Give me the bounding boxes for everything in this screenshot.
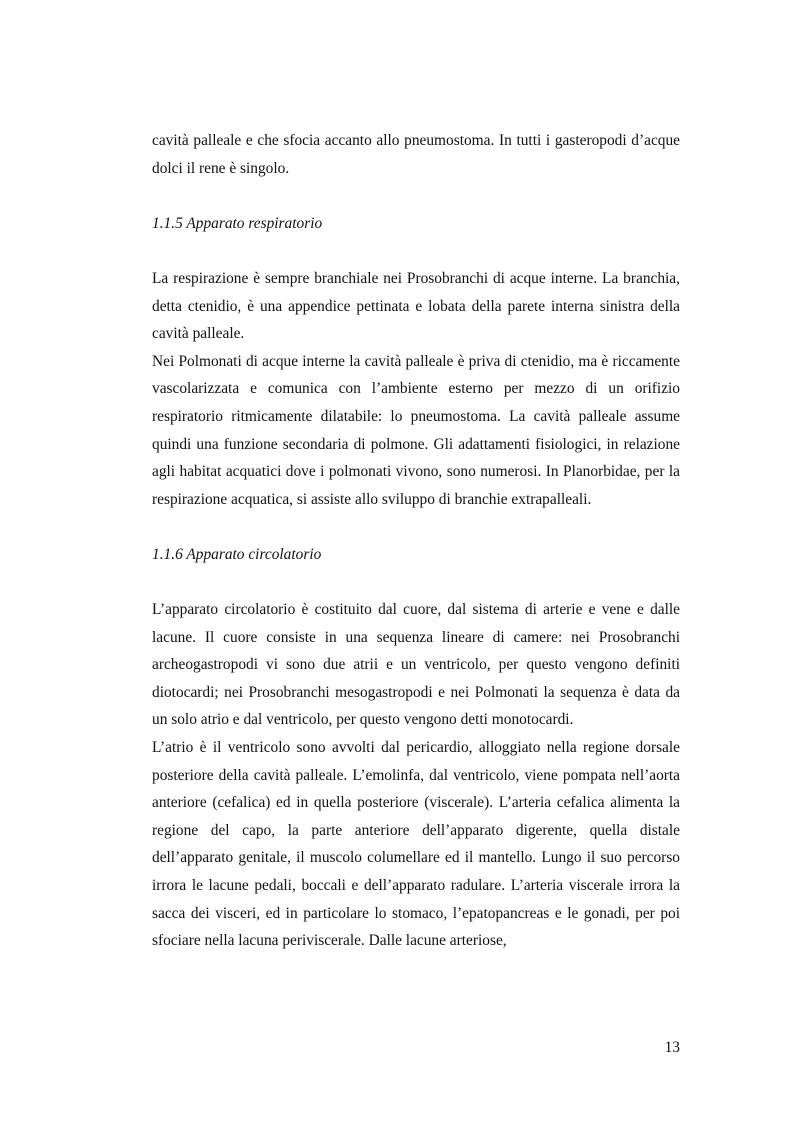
- page-body: [152, 127, 680, 955]
- spacer: [152, 513, 680, 541]
- section-heading-respiratory: 1.1.5 Apparato respiratorio: [152, 214, 323, 232]
- page-number: 13: [664, 1039, 680, 1056]
- paragraph-kidney-continued: cavità palleale e che sfocia accanto allo pneumostoma. In tutti i gasteropodi d’acque dolci il rene è singolo.: [152, 132, 680, 177]
- spacer: [152, 569, 680, 597]
- paragraph-prosobranch-respiration: La respirazione è sempre branchiale nei Prosobranchi di acque interne. La branchia, detta ctenidio, è una appendice pettinata e lobata della parete interna sinistra della cavità palleale.: [152, 269, 680, 343]
- spacer: [152, 237, 680, 265]
- spacer: [152, 182, 680, 210]
- paragraph-heart-structure: L’apparato circolatorio è costituito dal cuore, dal sistema di arterie e vene e dalle lacune. Il cuore consiste in una sequenza lineare di camere: nei Prosobranchi archeogastropodi vi sono due atrii e un ventricolo, per questo vengono definiti diotocardi; nei Prosobranchi mesogastropodi e nei Polmonati la sequenza è data da un solo atrio e dal ventricolo, per questo vengono detti monotocardi.: [152, 601, 680, 729]
- paragraph-arteries: L’atrio è il ventricolo sono avvolti dal pericardio, alloggiato nella regione dorsale posteriore della cavità palleale. L’emolinfa, dal ventricolo, viene pompata nell’aorta anteriore (cefalica) ed in quella posteriore (viscerale). L’arteria cefalica alimenta la regione del capo, la parte anteriore dell’apparato digerente, quella distale dell’apparato genitale, il muscolo columellare ed il mantello. Lungo il suo percorso irrora le lacune pedali, boccali e dell’apparato radulare. L’arteria viscerale irrora la sacca dei visceri, ed in particolare lo stomaco, l’epatopancreas e le gonadi, per poi sfociare nella lacuna periviscerale. Dalle lacune arteriose,: [152, 739, 680, 950]
- paragraph-pulmonate-respiration: Nei Polmonati di acque interne la cavità palleale è priva di ctenidio, ma è riccamente vascolarizzata e comunica con l’ambiente esterno per mezzo di un orifizio respiratorio ritmicamente dilatabile: lo pneumostoma. La cavità palleale assume quindi una funzione secondaria di polmone. Gli adattamenti fisiologici, in relazione agli habitat acquatici dove i polmonati vivono, sono numerosi. In Planorbidae, per la respirazione acquatica, si assiste allo sviluppo di branchie extrapalleali.: [152, 352, 680, 508]
- section-heading-circulatory: 1.1.6 Apparato circolatorio: [152, 545, 322, 563]
